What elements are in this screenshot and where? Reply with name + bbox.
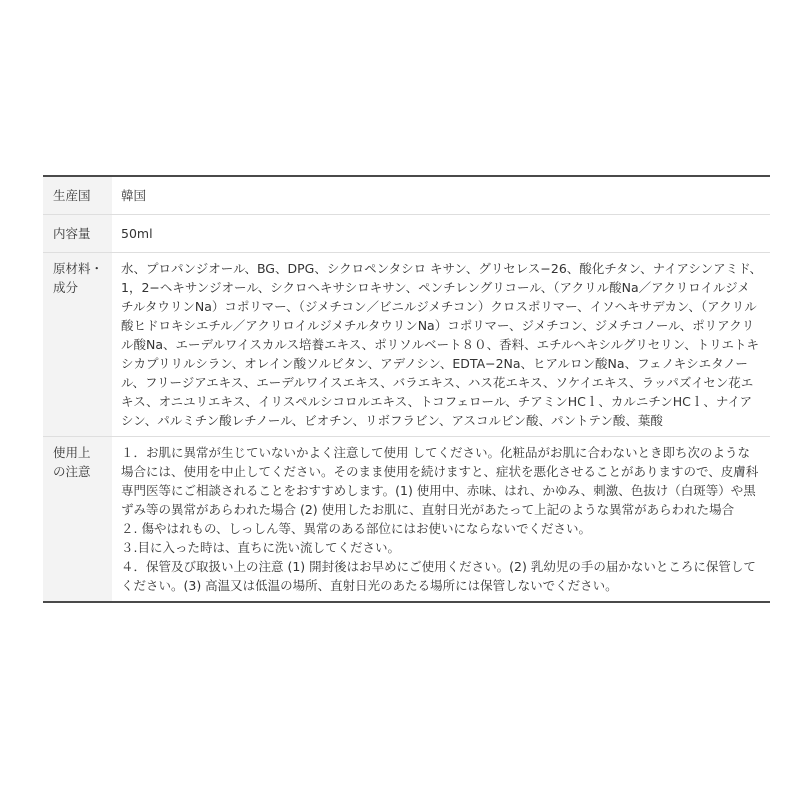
caution-paragraph-3: ３.目に入った時は、直ちに洗い流してください。 — [121, 540, 400, 555]
spec-row-caution — [43, 437, 770, 601]
ingredients-value: 水、プロパンジオール、BG、DPG、シクロペンタシロ キサン、グリセレス−26、酸化チタン、ナイアシンアミド、1，2−ヘキサンジオール、シクロヘキサシロキサン、ペンチレングリコール、（アクリル酸Na／アクリロイルジメチルタウリンNa）コポリマー、（ジメチコン／ビニルジメチコン）クロスポリマー、イソヘキサデカン、（アクリル酸ヒドロキシエチル／アクリロイルジメチルタウリンNa）コポリマー、ジメチコン、ジメチコノール、ポリアクリル酸Na、エーデルワイスカルス培養エキス、ポリソルベート８０、香料、エチルヘキシルグリセリン、トリエトキシカプリリルシラン、オレイン酸ソルビタン、アデノシン、EDTA−2Na、ヒアルロン酸Na、フェノキシエタノール、フリージアエキス、エーデルワイスエキス、バラエキス、ハス花エキス、ソケイエキス、ラッパズイセン花エキス、オニユリエキス、イリスペルシコロルエキス、トコフェロール、チアミンHCｌ、カルニチンHCｌ、ナイアシン、パルミチン酸レチノール、ビオチン、リボフラビン、アスコルビン酸、パントテン酸、葉酸 — [121, 261, 762, 428]
volume-label: 内容量 — [43, 215, 112, 252]
product-spec-table — [43, 175, 770, 603]
caution-label — [43, 437, 112, 601]
caution-paragraph-2: ２. 傷やはれもの、しっしん等、異常のある部位にはお使いにならないでください。 — [121, 521, 591, 536]
ingredients-label-line1: 原材料・ — [53, 261, 104, 276]
origin-value: 韓国 — [121, 188, 147, 203]
caution-paragraph-4: ４．保管及び取扱い上の注意 (1) 開封後はお早めにご使用ください。(2) 乳幼児の手の届かないところに保管してください。(3) 高温又は低温の場所、直射日光のあたる場所には保管しないでください。 — [121, 559, 756, 593]
spec-row-volume — [43, 215, 770, 253]
ingredients-label-line2: 成分 — [53, 280, 79, 295]
caution-label-line2: の注意 — [53, 464, 91, 479]
volume-value: 50ml — [121, 226, 153, 241]
ingredients-label — [43, 253, 112, 436]
origin-label: 生産国 — [43, 177, 112, 214]
caution-paragraph-1: １．お肌に異常が生じていないかよく注意して使用 してください。化粧品がお肌に合わないとき即ち次のような場合には、使用を中止してください。そのまま使用を続けますと、症状を悪化させることがありますので、皮膚科専門医等にご相談されることをおすすめします。(1) 使用中、赤味、はれ、かゆみ、刺激、色抜け（白斑等）や黒ずみ等の異常があらわれた場合 (2) 使用したお肌に、直射日光があたって上記のような異常があらわれた場合 — [121, 445, 759, 517]
spec-row-origin — [43, 177, 770, 215]
caution-value — [112, 437, 770, 601]
caution-label-line1: 使用上 — [53, 445, 91, 460]
spec-row-ingredients — [43, 253, 770, 437]
